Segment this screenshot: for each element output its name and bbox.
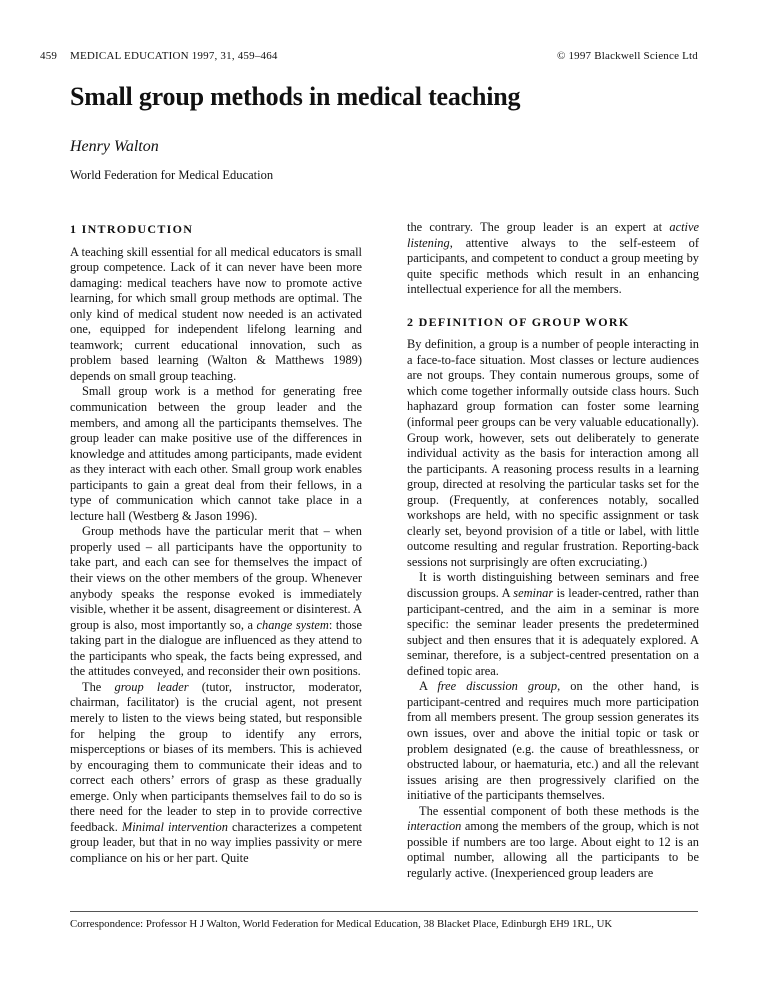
text-run: (tutor, instructor, moderator, chairman, facilitator) is the crucial agent, not present merely to listen to the views being stated, but responsible for helping the group to identify any errors, misperceptions or biases of its members. This is achieved by encouraging them to communicate their ideas and to correct each others’ errors of grasp as these gradually emerge. Only when participants themselves fail to do so is there need for the leader to step in to provide corrective feedback.	[70, 679, 362, 834]
text-run: , on the other hand, is participant-centred and requires much more participation from all members present. The group session generates its own issues, over and above the initial topic or task or problem designated (e.g. the cause of breathlessness, or obstructed labour, or haematuria, etc.) and all the relevant issues arising are then progressively clarified on the initiative of the participants themselves.	[407, 679, 699, 803]
text-run: is leader-centred, rather than participant-centred, and the aim in a seminar is more specific: the seminar leader presents the predetermined subject and then ensures that it is adequately explored. A seminar, therefore, is a subject-centred presentation on a defined topic area.	[407, 586, 699, 678]
emphasized-term: interaction	[407, 819, 462, 834]
right-column	[407, 220, 699, 881]
text-run: A	[419, 679, 438, 694]
article-title: Small group methods in medical teaching	[70, 82, 521, 111]
paragraph	[407, 570, 699, 679]
copyright-notice: © 1997 Blackwell Science Ltd	[556, 50, 698, 62]
section-heading: 2 DEFINITION OF GROUP WORK	[407, 314, 630, 329]
text-run: : those taking part in the dialogue are influenced as they attend to the participants who speak, the facts being expressed, and the attitudes conveyed, and reconsider their own positions.	[70, 617, 362, 679]
emphasized-term: Minimal intervention	[121, 819, 228, 834]
footnote-divider	[70, 911, 698, 912]
emphasized-term: group leader	[114, 679, 189, 694]
emphasized-term: seminar	[513, 586, 554, 601]
section-heading: 1 INTRODUCTION	[70, 222, 194, 236]
emphasized-term: active listening	[407, 220, 699, 250]
correspondence-footnote: Correspondence: Professor H J Walton, World Federation for Medical Education, 38 Blacket Place, Edinburgh EH9 1RL, UK	[70, 918, 613, 930]
text-run: the contrary. The group leader is an expert at	[407, 220, 670, 234]
paragraph	[407, 804, 699, 882]
left-column	[70, 222, 362, 866]
paragraph	[70, 524, 362, 679]
text-run: among the members of the group, which is not possible if numbers are too large. About eight to 12 is an optimal number, allowing all the participants to be regularly active. (Inexperienced group leaders are	[407, 819, 699, 880]
emphasized-term: change system	[256, 617, 329, 632]
text-run: By definition, a group is a number of people interacting in a face-to-face situation. Most classes or lecture audiences are not groups. They contain numerous groups, some of which come together informally outside class hours. Such haphazard group formation can foster some learning (informal peer groups can be very valuable educationally). Group work, however, sets out deliberately to generate individual activity as the basis for interaction among all the participants. A reasoning process results in a learning group, directed at resolving the particular tasks set for the group. (Frequently, at conferences notably, socalled workshops are held, with no specific assignment or task clearly set, beyond provision of a title or label, with little outcome resulting and regular frustration. Reporting-back sessions not surprisingly are often excruciating.)	[407, 337, 699, 569]
author-name: Henry Walton	[70, 138, 159, 155]
text-run: Small group work is a method for generating free communication between the group leader and the members, and among all the participants themselves. The group leader can make positive use of the differences in knowledge and attitudes among participants, made evident as they interact with each other. Small group work enables participants to gain a great deal from their fellows, in a type of communication which cannot take place in a lecture hall (Westberg & Jason 1996).	[70, 384, 362, 523]
paragraph	[407, 679, 699, 803]
paragraph	[407, 220, 699, 298]
page-number: 459	[40, 50, 58, 62]
paragraph	[70, 680, 362, 867]
text-run: Group methods have the particular merit that – when properly used – all participants have the opportunity to take part, and each can see for themselves the impact of their views on the other members of the group. Whenever anybody speaks the response evoked is immediately visible, whether it be assent, disagreement or disinterest. A group is also, most importantly so, a	[70, 524, 362, 632]
paragraph	[407, 337, 699, 570]
text-run: It is worth distinguishing between seminars and free discussion groups. A	[407, 570, 699, 601]
text-run: , attentive always to the self-esteem of participants, and competent to conduct a group meeting by quite specific methods which result in an enhancing intellectual experience for all the members.	[407, 235, 699, 297]
emphasized-term: free discussion group	[437, 679, 558, 694]
paragraph	[70, 245, 362, 385]
author-affiliation: World Federation for Medical Education	[70, 168, 274, 182]
section-gap	[407, 298, 699, 315]
journal-citation: MEDICAL EDUCATION 1997, 31, 459–464	[70, 50, 278, 62]
text-run: characterizes a competent group leader, but that in no way implies passivity or mere compliance on his or her part. Quite	[70, 819, 362, 865]
text-run: The	[82, 679, 115, 694]
paragraph	[70, 384, 362, 524]
text-run: A teaching skill essential for all medical educators is small group competence. Lack of it can never have been more damaging: medical teachers have now to promote active learning, for which small group methods are optimal. The only kind of medical student now needed is an activated one, equipped for independent lifelong learning and teamwork; current educational innovation, such as problem based learning (Walton & Matthews 1989) depends on small group teaching.	[70, 244, 362, 383]
text-run: The essential component of both these methods is the	[419, 803, 699, 818]
